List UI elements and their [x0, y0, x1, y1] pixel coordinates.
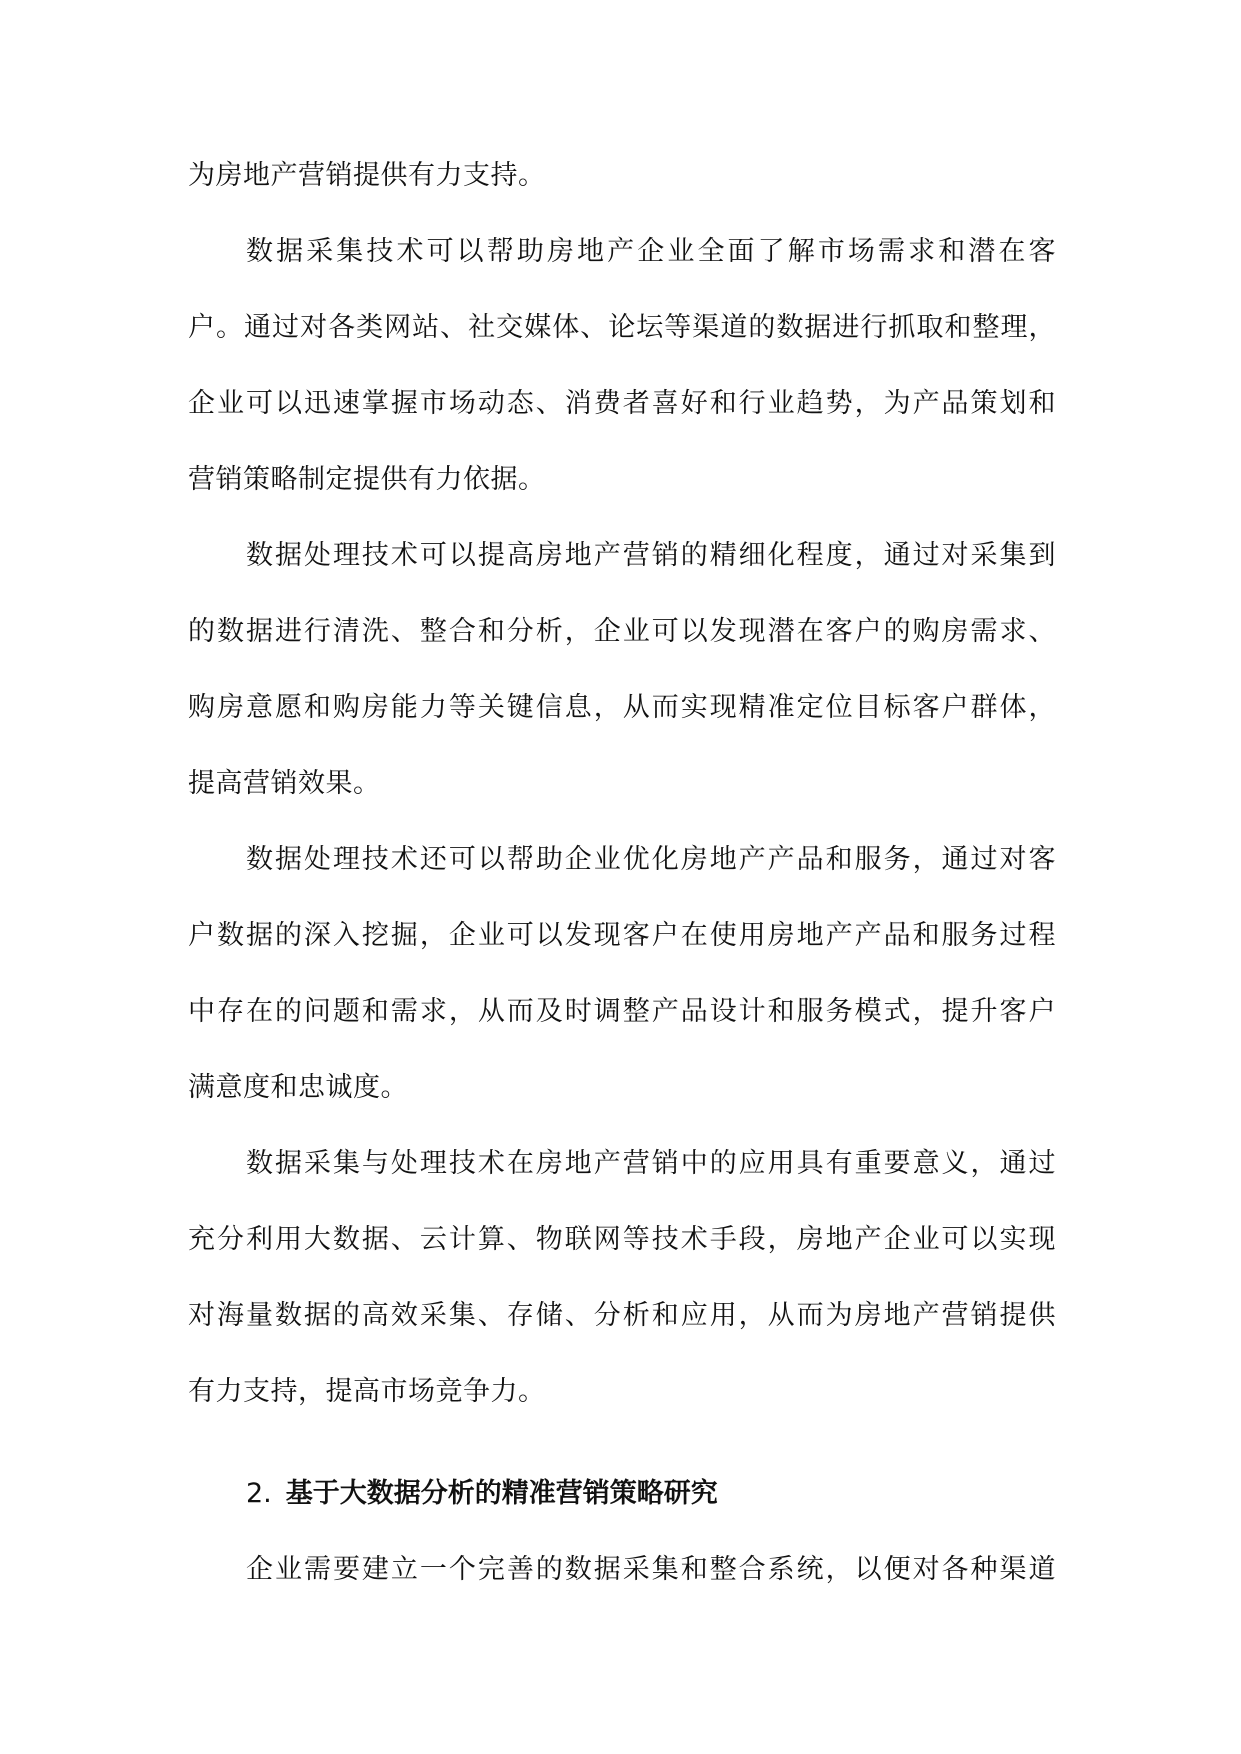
- text-line: 数据采集技术可以帮助房地产企业全面了解市场需求和潜在客: [246, 236, 1056, 267]
- text-line: 中存在的问题和需求，从而及时调整产品设计和服务模式，提升客户: [188, 996, 1056, 1027]
- text-line: 的数据进行清洗、整合和分析，企业可以发现潜在客户的购房需求、: [188, 616, 1056, 647]
- paragraph-significance: [188, 1126, 1056, 1430]
- text-line: 对海量数据的高效采集、存储、分析和应用，从而为房地产营销提供: [188, 1300, 1056, 1331]
- text-line: 户。通过对各类网站、社交媒体、论坛等渠道的数据进行抓取和整理，: [188, 312, 1056, 343]
- text-line: 数据处理技术还可以帮助企业优化房地产产品和服务，通过对客: [246, 844, 1056, 875]
- paragraph-data-processing: [188, 518, 1056, 822]
- text-line: 为房地产营销提供有力支持。: [188, 160, 546, 191]
- paragraph-product-optimization: [188, 822, 1056, 1126]
- document-body: [188, 138, 1056, 1608]
- text-line: 购房意愿和购房能力等关键信息，从而实现精准定位目标客户群体，: [188, 692, 1056, 723]
- text-line: 提高营销效果。: [188, 768, 381, 799]
- paragraph-continuation: [188, 138, 1056, 214]
- text-line: 有力支持，提高市场竞争力。: [188, 1376, 546, 1407]
- paragraph-data-collection: [188, 214, 1056, 518]
- paragraph-data-system: [188, 1532, 1056, 1608]
- text-line: 数据处理技术可以提高房地产营销的精细化程度，通过对采集到: [246, 540, 1056, 571]
- text-line: 户数据的深入挖掘，企业可以发现客户在使用房地产产品和服务过程: [188, 920, 1056, 951]
- section-heading: [188, 1456, 1056, 1532]
- text-line: 营销策略制定提供有力依据。: [188, 464, 546, 495]
- section-title: 基于大数据分析的精准营销策略研究: [285, 1478, 718, 1509]
- text-line: 企业需要建立一个完善的数据采集和整合系统，以便对各种渠道: [246, 1554, 1056, 1585]
- text-line: 满意度和忠诚度。: [188, 1072, 408, 1103]
- text-line: 企业可以迅速掌握市场动态、消费者喜好和行业趋势，为产品策划和: [188, 388, 1056, 419]
- section-number: 2.: [246, 1478, 272, 1509]
- text-line: 充分利用大数据、云计算、物联网等技术手段，房地产企业可以实现: [188, 1224, 1056, 1255]
- text-line: 数据采集与处理技术在房地产营销中的应用具有重要意义，通过: [246, 1148, 1056, 1179]
